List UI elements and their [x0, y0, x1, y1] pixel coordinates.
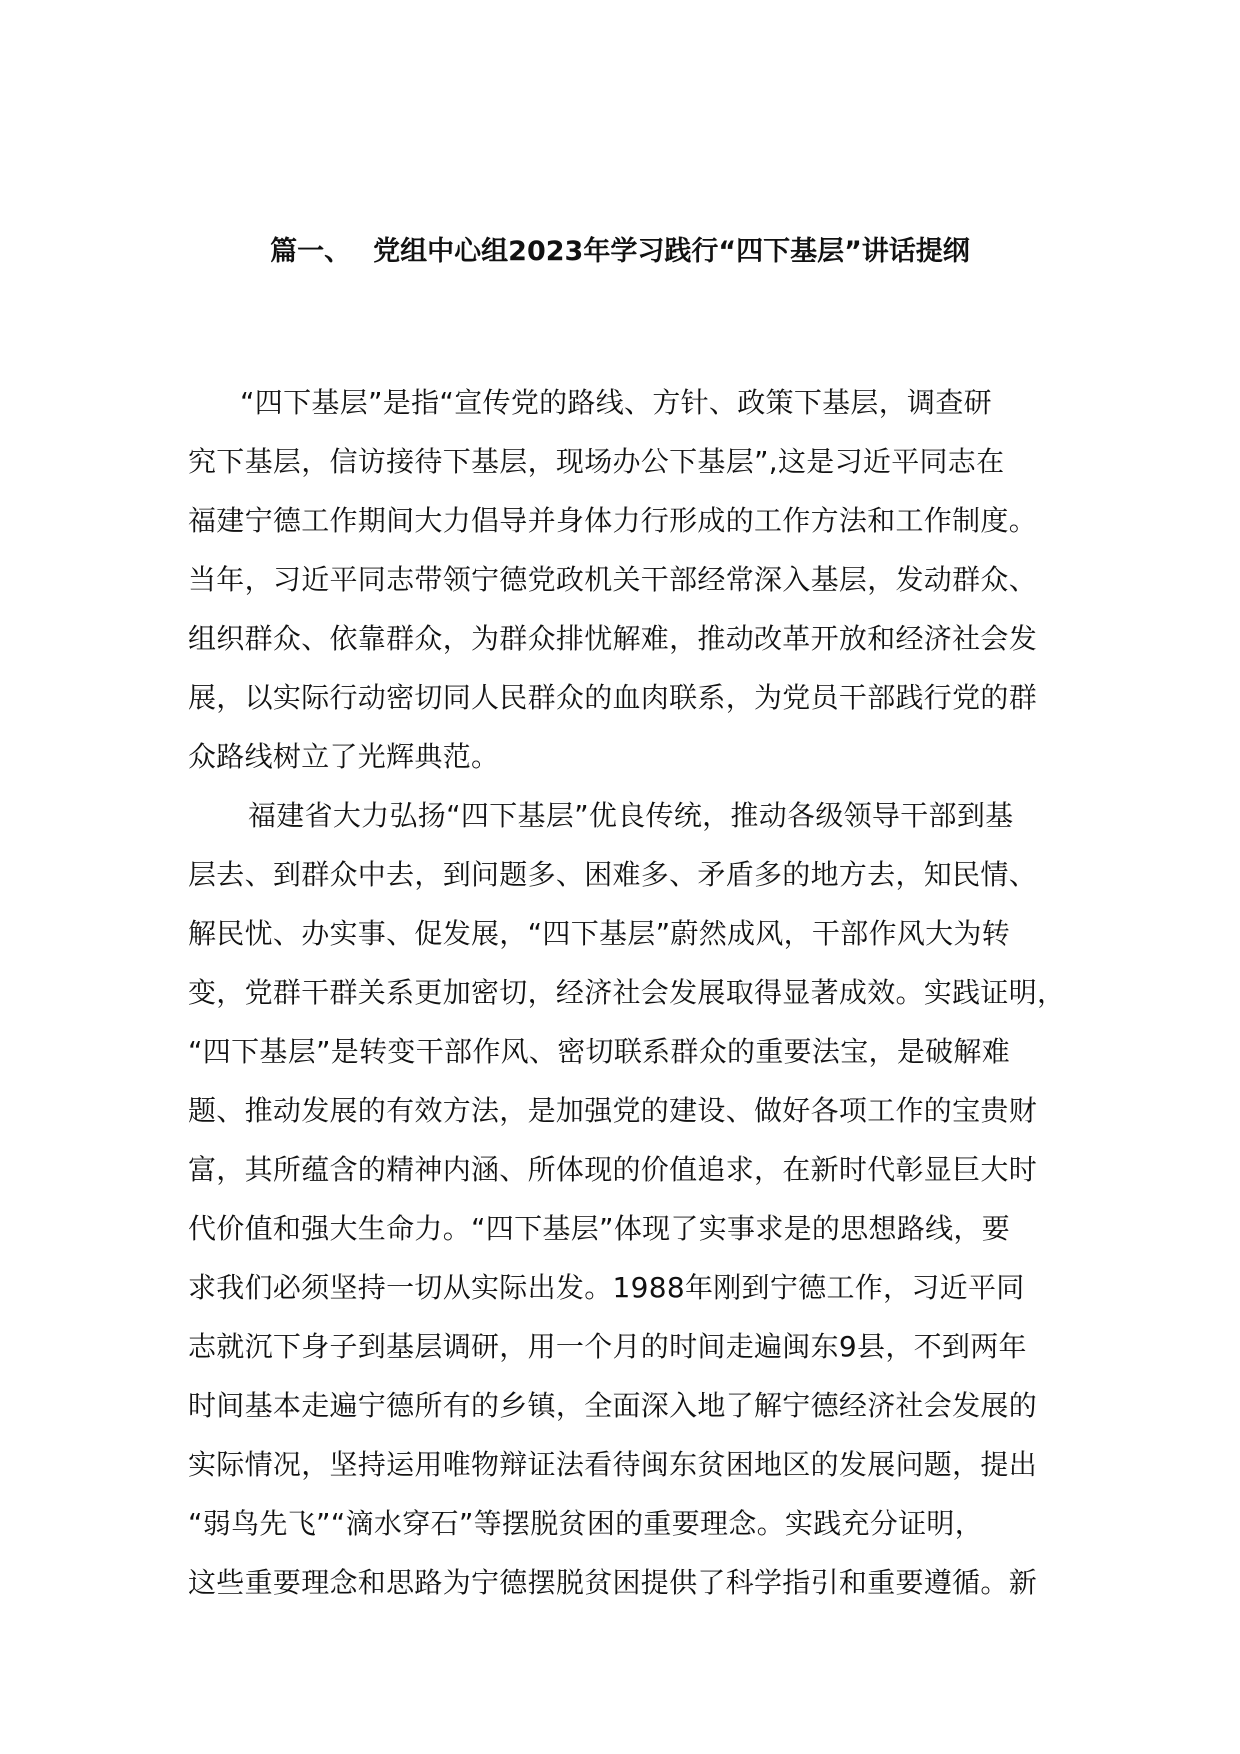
text-line: “弱鸟先飞”“滴水穿石”等摆脱贫困的重要理念。实践充分证明， — [188, 1507, 984, 1540]
text-line: 富，其所蕴含的精神内涵、所体现的价值追求，在新时代彰显巨大时 — [188, 1153, 1038, 1186]
document-title — [0, 232, 1240, 272]
text-line: 福建省大力弘扬“四下基层”优良传统，推动各级领导干部到基 — [248, 799, 1014, 832]
text-line: 层去、到群众中去，到问题多、困难多、矛盾多的地方去，知民情、 — [188, 858, 1038, 891]
text-line: 代价值和强大生命力。“四下基层”体现了实事求是的思想路线，要 — [188, 1212, 1011, 1245]
text-line: “四下基层”是转变干部作风、密切联系群众的重要法宝，是破解难 — [188, 1035, 1011, 1068]
paragraph-2 — [188, 786, 1068, 1612]
text-line: 求我们必须坚持一切从实际出发。1988年刚到宁德工作，习近平同 — [188, 1271, 1025, 1304]
text-line: 志就沉下身子到基层调研，用一个月的时间走遍闽东9县，不到两年 — [188, 1330, 1027, 1363]
text-line: 实际情况，坚持运用唯物辩证法看待闽东贫困地区的发展问题，提出 — [188, 1448, 1038, 1481]
title-prefix: 篇一、 — [270, 236, 352, 267]
text-line: 题、推动发展的有效方法，是加强党的建设、做好各项工作的宝贵财 — [188, 1094, 1038, 1127]
text-line: 组织群众、依靠群众，为群众排忧解难，推动改革开放和经济社会发 — [188, 622, 1038, 655]
paragraph-1 — [188, 373, 1068, 786]
text-line: 福建宁德工作期间大力倡导并身体力行形成的工作方法和工作制度。 — [188, 504, 1038, 537]
text-line: “四下基层”是指“宣传党的路线、方针、政策下基层，调查研 — [240, 386, 992, 419]
text-line: 解民忧、办实事、促发展，“四下基层”蔚然成风，干部作风大为转 — [188, 917, 1011, 950]
text-line: 时间基本走遍宁德所有的乡镇，全面深入地了解宁德经济社会发展的 — [188, 1389, 1038, 1422]
text-line: 当年，习近平同志带领宁德党政机关干部经常深入基层，发动群众、 — [188, 563, 1038, 596]
text-line: 变，党群干群关系更加密切，经济社会发展取得显著成效。实践证明， — [188, 976, 1066, 1009]
title-main: 党组中心组2023年学习践行“四下基层”讲话提纲 — [373, 236, 970, 267]
text-line: 这些重要理念和思路为宁德摆脱贫困提供了科学指引和重要遵循。新 — [188, 1566, 1038, 1599]
document-body — [188, 373, 1068, 1612]
text-line: 展，以实际行动密切同人民群众的血肉联系，为党员干部践行党的群 — [188, 681, 1038, 714]
text-line: 众路线树立了光辉典范。 — [188, 740, 500, 773]
text-line: 究下基层，信访接待下基层，现场办公下基层”,这是习近平同志在 — [188, 445, 1005, 478]
